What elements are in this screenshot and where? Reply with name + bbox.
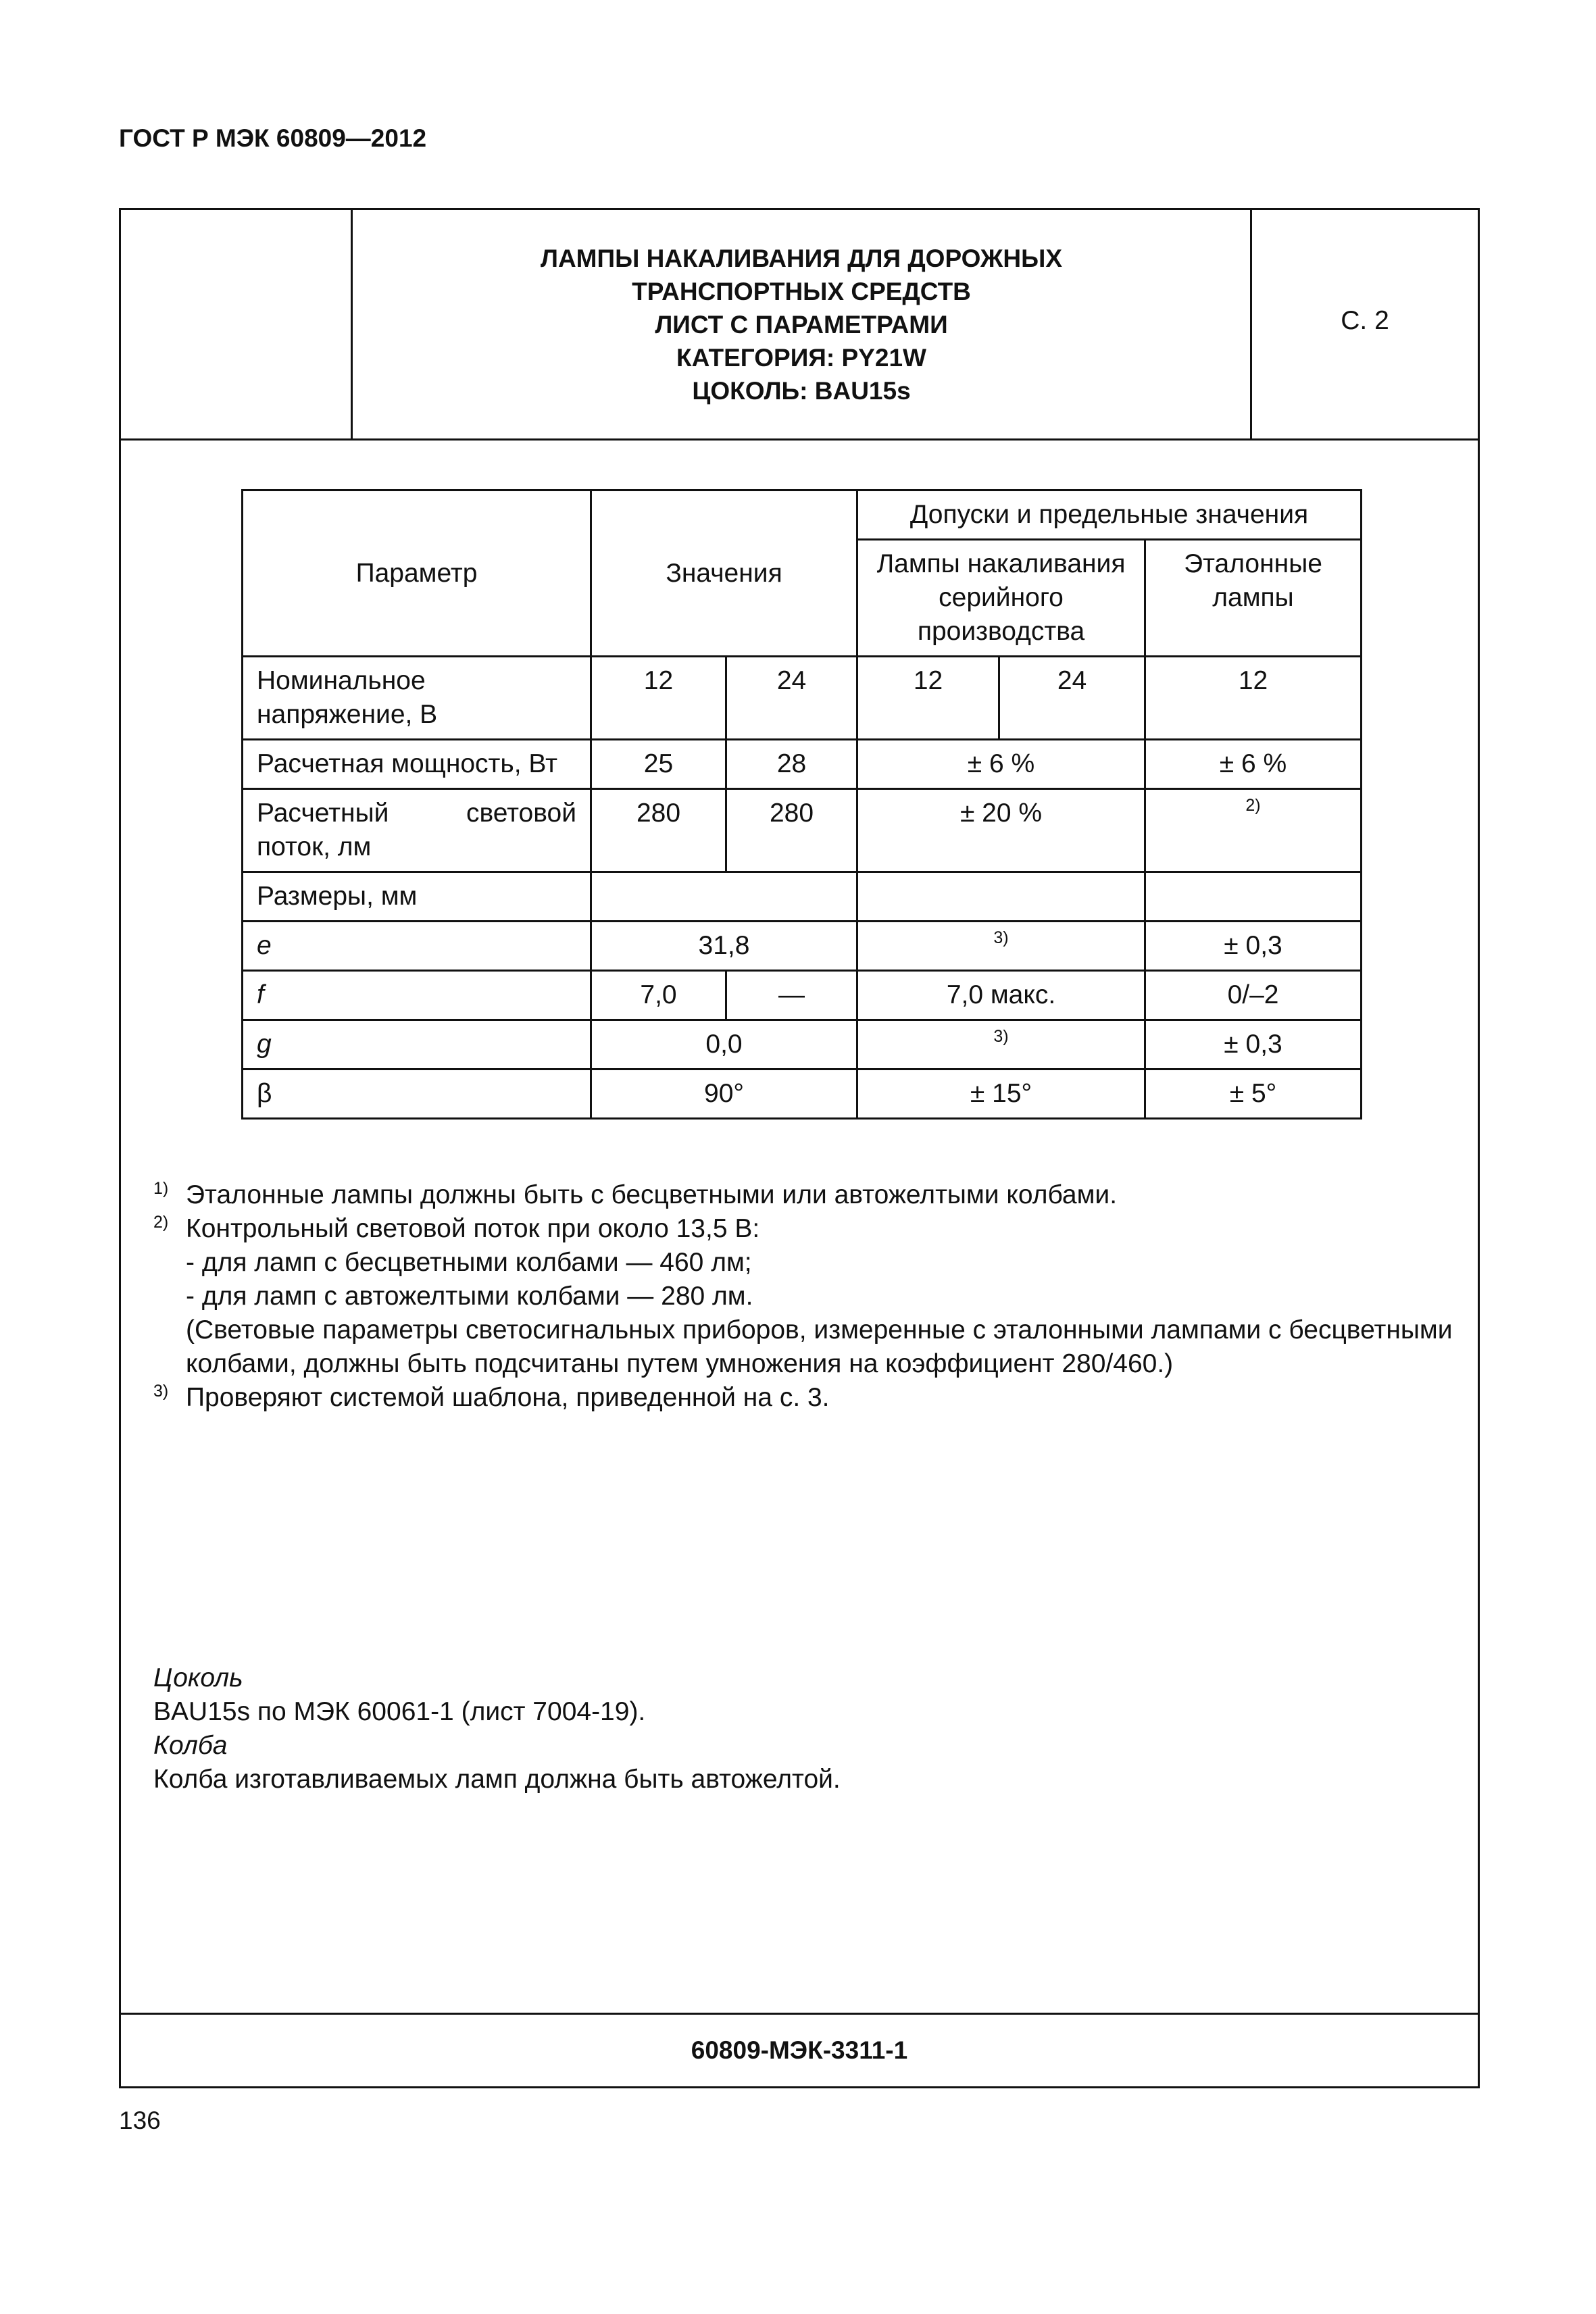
title-block — [121, 210, 1478, 441]
table-row — [243, 657, 1362, 740]
table-row — [243, 740, 1362, 789]
value-cell: — — [726, 971, 857, 1020]
header-reference-lamps: Эталонные лампы — [1145, 540, 1362, 657]
table-row — [243, 872, 1362, 922]
footnote-ref: 2) — [1145, 789, 1362, 872]
datasheet-frame — [119, 208, 1480, 2088]
bulb-text: Колба изготавливаемых ламп должна быть автожелтой. — [153, 1765, 841, 1794]
base-section — [153, 1661, 1437, 1796]
table-row — [243, 922, 1362, 971]
param-label: β — [243, 1070, 591, 1119]
title-line-3: ЛИСТ С ПАРАМЕТРАМИ — [655, 310, 948, 338]
param-label: g — [243, 1020, 591, 1070]
tolerance-cell: ± 6 % — [857, 740, 1145, 789]
title-line-1: ЛАМПЫ НАКАЛИВАНИЯ ДЛЯ ДОРОЖНЫХ — [540, 244, 1062, 272]
value-cell — [591, 872, 857, 922]
title-left-cell — [121, 210, 353, 438]
reference-cell: ± 0,3 — [1145, 922, 1362, 971]
param-label: Расчетный световой поток, лм — [243, 789, 591, 872]
tolerance-cell: 24 — [999, 657, 1145, 740]
table-row — [243, 971, 1362, 1020]
footnote-3 — [153, 1381, 1457, 1415]
footnote-2 — [153, 1212, 1457, 1381]
footnote-mark: 3) — [153, 1382, 169, 1401]
table-row — [243, 1070, 1362, 1119]
value-cell: 90° — [591, 1070, 857, 1119]
tolerance-cell — [857, 872, 1145, 922]
param-label: f — [243, 971, 591, 1020]
value-cell: 280 — [591, 789, 726, 872]
reference-cell — [1145, 872, 1362, 922]
base-text: BAU15s по МЭК 60061-1 (лист 7004-19). — [153, 1697, 646, 1726]
value-cell: 280 — [726, 789, 857, 872]
bulb-heading: Колба — [153, 1731, 228, 1760]
sheet-number: С. 2 — [1341, 306, 1389, 335]
footnote-text: (Световые параметры светосигнальных приборов, измеренные с эталонными лампами с бесцветными колбами, должны быть подсчитаны путем умножения на коэффициент 280/460.) — [186, 1315, 1453, 1378]
footnote-ref: 3) — [857, 922, 1145, 971]
footnote-text: - для ламп с автожелтыми колбами — 280 лм. — [186, 1282, 753, 1311]
footnote-text: Контрольный световой поток при около 13,5 В: — [186, 1214, 760, 1243]
footnotes — [153, 1178, 1457, 1415]
value-cell: 12 — [591, 657, 726, 740]
page-number: 136 — [119, 2107, 161, 2134]
value-cell: 25 — [591, 740, 726, 789]
footer-block — [121, 2013, 1478, 2086]
value-cell: 31,8 — [591, 922, 857, 971]
sheet-code: 60809-МЭК-3311-1 — [691, 2036, 908, 2064]
reference-cell: ± 0,3 — [1145, 1020, 1362, 1070]
sheet-number-cell — [1250, 210, 1478, 438]
reference-cell: 0/–2 — [1145, 971, 1362, 1020]
standard-header: ГОСТ Р МЭК 60809—2012 — [119, 124, 427, 152]
header-values: Значения — [591, 491, 857, 657]
reference-cell: ± 5° — [1145, 1070, 1362, 1119]
title-line-2: ТРАНСПОРТНЫХ СРЕДСТВ — [632, 277, 971, 305]
title-line-4: КАТЕГОРИЯ: PY21W — [676, 343, 926, 372]
footnote-text: Эталонные лампы должны быть с бесцветными или автожелтыми колбами. — [186, 1180, 1118, 1209]
parameters-table — [241, 489, 1362, 1120]
reference-cell: ± 6 % — [1145, 740, 1362, 789]
table-row — [243, 789, 1362, 872]
header-series-lamps: Лампы накаливания серийного производства — [857, 540, 1145, 657]
title-line-5: ЦОКОЛЬ: BAU15s — [692, 376, 911, 405]
reference-cell: 12 — [1145, 657, 1362, 740]
param-label: Размеры, мм — [243, 872, 591, 922]
footnote-1 — [153, 1178, 1457, 1212]
param-label: e — [243, 922, 591, 971]
value-cell: 24 — [726, 657, 857, 740]
param-label: Номинальное напряжение, В — [243, 657, 591, 740]
tolerance-cell: ± 20 % — [857, 789, 1145, 872]
footnote-ref: 3) — [857, 1020, 1145, 1070]
footnote-text: - для ламп с бесцветными колбами — 460 лм; — [186, 1248, 752, 1277]
param-label: Расчетная мощность, Вт — [243, 740, 591, 789]
footnote-mark: 1) — [153, 1179, 169, 1198]
tolerance-cell: ± 15° — [857, 1070, 1145, 1119]
header-parameter: Параметр — [243, 491, 591, 657]
value-cell: 28 — [726, 740, 857, 789]
header-tolerances: Допуски и предельные значения — [857, 491, 1362, 540]
value-cell: 7,0 — [591, 971, 726, 1020]
tolerance-cell: 7,0 макс. — [857, 971, 1145, 1020]
value-cell: 0,0 — [591, 1020, 857, 1070]
footnote-text: Проверяют системой шаблона, приведенной на с. 3. — [186, 1383, 830, 1412]
base-heading: Цоколь — [153, 1663, 243, 1692]
table-row — [243, 1020, 1362, 1070]
table-header-row — [243, 491, 1362, 540]
tolerance-cell: 12 — [857, 657, 999, 740]
footnote-mark: 2) — [153, 1213, 169, 1232]
datasheet-title — [353, 210, 1250, 438]
